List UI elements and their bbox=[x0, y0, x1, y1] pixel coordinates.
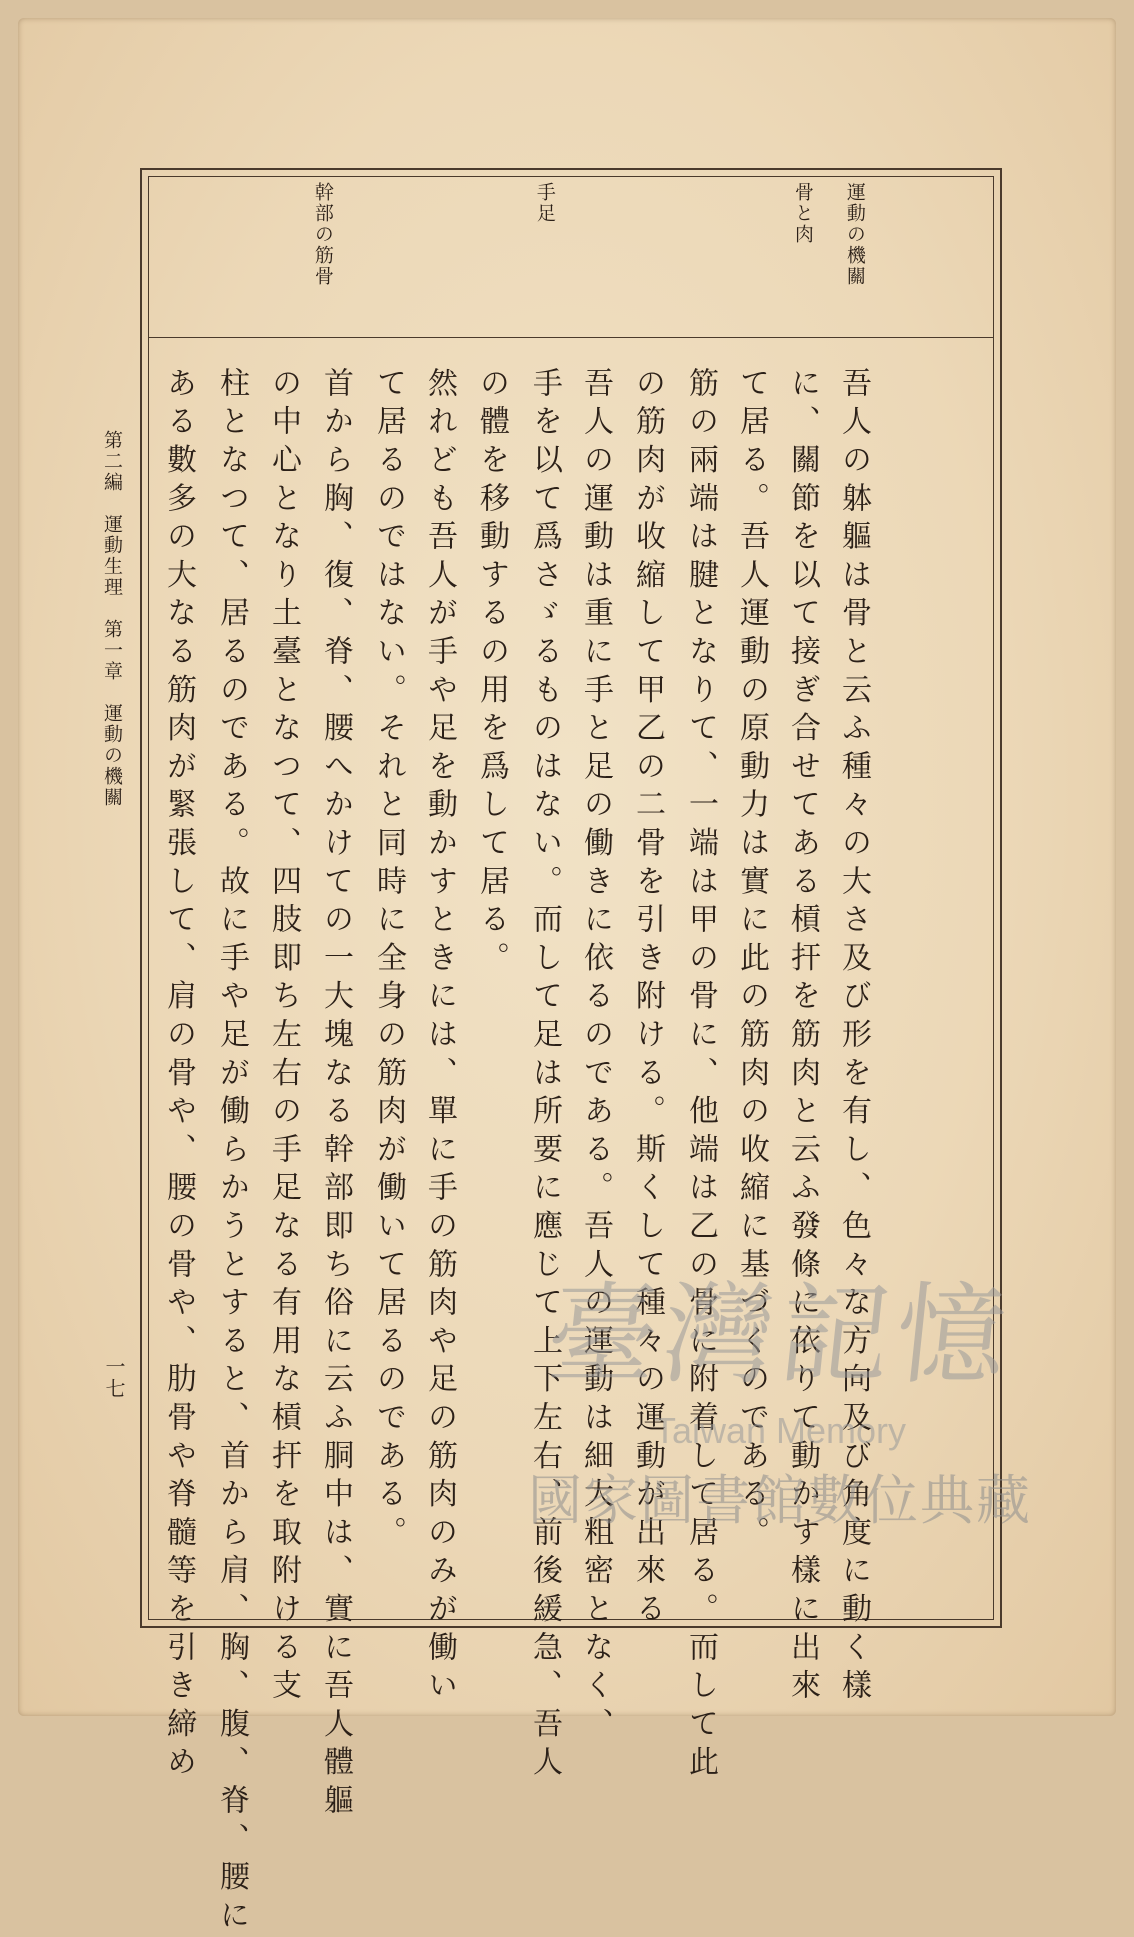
body-line: 吾人の躰軀は骨と云ふ種々の大さ及び形を有し、色々な方向及び角度に動く樣 bbox=[836, 367, 871, 1708]
body-line: て居る。吾人運動の原動力は實に此の筋肉の收縮に基づくのである。 bbox=[734, 367, 769, 1555]
body-line: に、關節を以て接ぎ合せてある槓扞を筋肉と云ふ發條に依りて動かす樣に出來 bbox=[785, 367, 820, 1708]
heading-hands-feet: 手足 bbox=[533, 182, 556, 224]
body-line: の體を移動するの用を爲して居る。 bbox=[474, 367, 509, 980]
page-number: 一七 bbox=[102, 1356, 126, 1400]
body-line: 手を以て爲さゞるものはない。而して足は所要に應じて上下左右、前後緩急、吾人 bbox=[527, 367, 562, 1785]
watermark-english: Taiwan Memory bbox=[653, 1410, 907, 1451]
body-line: ある數多の大なる筋肉が緊張して、肩の骨や、腰の骨や、肋骨や脊髓等を引き締め bbox=[161, 367, 196, 1785]
body-line: の中心となり土臺となつて、四肢即ち左右の手足なる有用な槓扞を取附ける支 bbox=[266, 367, 301, 1708]
running-header: 第二編 運動生理 第一章 運動の機關 bbox=[101, 430, 123, 808]
body-line: 吾人の運動は重に手と足の働きに依るのである。吾人の運動は細大粗密となく、 bbox=[578, 367, 613, 1746]
body-line: の筋肉が收縮して甲乙の二骨を引き附ける。斯くして種々の運動が出來る bbox=[630, 367, 665, 1631]
header-divider bbox=[148, 337, 994, 338]
heading-bone-and-flesh: 骨と肉 bbox=[791, 182, 814, 245]
body-line: 柱となつて、居るのである。故に手や足が働らかうとすると、首から肩、胸、腹、脊、腰に bbox=[214, 367, 249, 1937]
heading-mechanism: 運動の機關 bbox=[843, 182, 866, 287]
body-line: 然れども吾人が手や足を動かすときには、單に手の筋肉や足の筋肉のみが働い bbox=[422, 367, 457, 1708]
watermark-chinese: 國家圖書館數位典藏 bbox=[528, 1469, 1032, 1532]
body-line: て居るのではない。それと同時に全身の筋肉が働いて居るのである。 bbox=[371, 367, 406, 1555]
body-line: 筋の兩端は腱となりて、一端は甲の骨に、他端は乙の骨に附着して居る。而して此 bbox=[683, 367, 718, 1785]
watermark-logo-text: 臺灣記憶 bbox=[541, 1271, 1019, 1399]
body-line: 首から胸、復、脊、腰へかけての一大塊なる幹部即ち俗に云ふ胴中は、實に吾人體軀 bbox=[318, 367, 353, 1823]
heading-trunk: 幹部の筋骨 bbox=[311, 182, 334, 287]
